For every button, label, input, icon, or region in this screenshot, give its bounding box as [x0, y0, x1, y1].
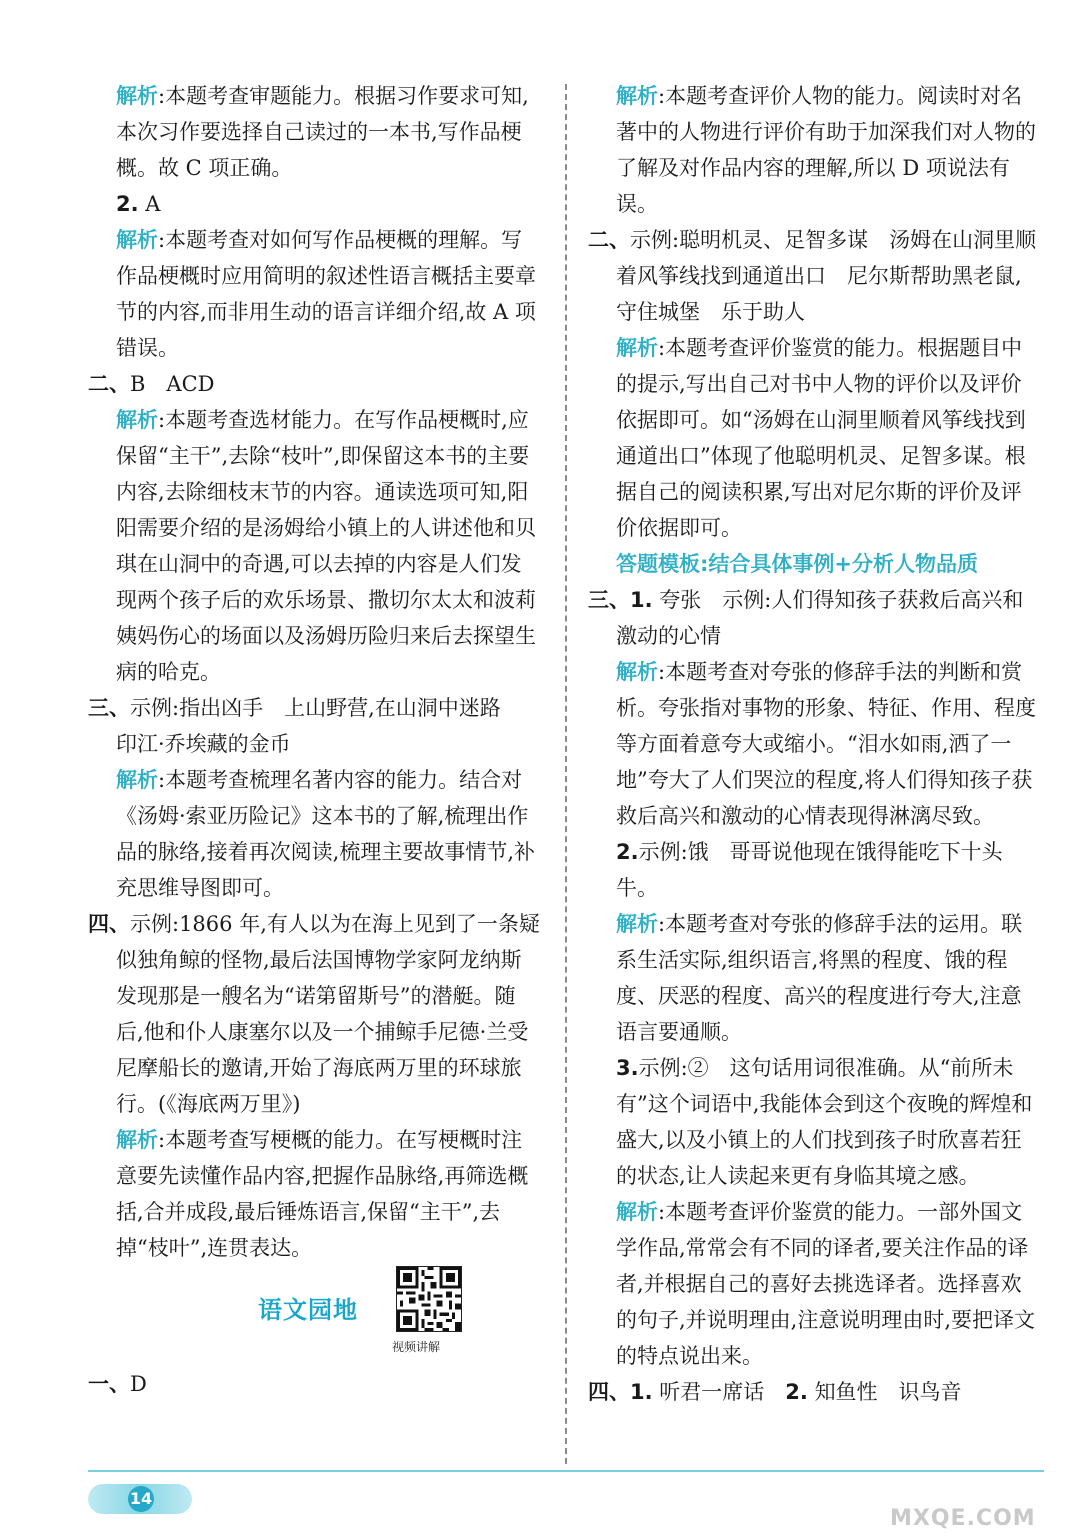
- explanation-block: 解析:本题考查评价人物的能力。阅读时对名著中的人物进行评价有助于加深我们对人物的了解及对作品内容的理解,所以 D 项说法有误。: [616, 84, 1036, 216]
- answer-line: [588, 1050, 1038, 1194]
- page-number: 14: [128, 1486, 154, 1512]
- explanation-tag: 解析: [616, 1200, 658, 1224]
- answer-text: D: [130, 1372, 147, 1396]
- answer-text: B ACD: [130, 372, 215, 396]
- explanation-text: 本题考查对夸张的修辞手法的运用。联系生活实际,组织语言,将黑的程度、饿的程度、厌恶的程度、高兴的程度进行夸大,注意语言要通顺。: [616, 912, 1023, 1044]
- section-mark: 三、: [88, 695, 130, 720]
- answer-text: A: [145, 192, 161, 216]
- question-number: 2.: [616, 840, 639, 864]
- answer-text: 听君一席话: [659, 1380, 765, 1404]
- right-column: [588, 78, 1038, 1410]
- question-number: 1.: [630, 1380, 653, 1404]
- answer-line: [588, 222, 1038, 330]
- answer-line: [88, 366, 540, 402]
- section-mark: 一、: [88, 1371, 130, 1396]
- section-mark: 三、: [588, 587, 630, 612]
- explanation-block: 解析:本题考查审题能力。根据习作要求可知,本次习作要选择自己读过的一本书,写作品梗概。故 C 项正确。: [116, 84, 529, 180]
- answer-line: [88, 906, 540, 1122]
- explanation-text: 本题考查对夸张的修辞手法的判断和赏析。夸张指对事物的形象、特征、作用、程度等方面着意夸大或缩小。“泪水如雨,洒了一地”夸大了人们哭泣的程度,将人们得知孩子获救后高兴和激动的心情表现得淋漓尽致。: [616, 660, 1036, 828]
- answer-line: [88, 186, 540, 222]
- section-header: [88, 1266, 540, 1366]
- answer-template: 答题模板:结合具体事例+分析人物品质: [616, 552, 978, 576]
- qr-code-icon[interactable]: [396, 1266, 462, 1332]
- explanation-tag: 解析: [116, 228, 158, 252]
- question-number: 3.: [616, 1056, 639, 1080]
- explanation-text: 本题考查梳理名著内容的能力。结合对《汤姆·索亚历险记》这本书的了解,梳理出作品的脉络,接着再次阅读,梳理主要故事情节,补充思维导图即可。: [116, 768, 536, 900]
- explanation-tag: 解析: [116, 1128, 158, 1152]
- answer-line: [588, 1374, 1038, 1410]
- section-mark: 二、: [588, 227, 630, 252]
- watermark-text: MXQE.COM: [890, 1506, 1036, 1531]
- footer-rule: [88, 1470, 1044, 1472]
- answer-text: 示例:饿 哥哥说他现在饿得能吃下十头牛。: [616, 840, 1003, 900]
- explanation-block: 解析:本题考查对夸张的修辞手法的运用。联系生活实际,组织语言,将黑的程度、饿的程度、厌恶的程度、高兴的程度进行夸大,注意语言要通顺。: [616, 912, 1023, 1044]
- qr-caption: 视频讲解: [392, 1340, 441, 1354]
- column-divider: [565, 84, 567, 1464]
- explanation-tag: 解析: [116, 768, 158, 792]
- page-badge: [88, 1484, 192, 1514]
- left-column: [88, 78, 540, 1402]
- answer-line: [588, 834, 1038, 906]
- explanation-text: 本题考查评价鉴赏的能力。一部外国文学作品,常常会有不同的译者,要关注作品的译者,并根据自己的喜好去挑选译者。选择喜欢的句子,并说明理由,注意说明理由时,要把译文的特点说出来。: [616, 1200, 1036, 1368]
- question-number: 2.: [785, 1380, 808, 1404]
- explanation-text: 本题考查写梗概的能力。在写梗概时注意要先读懂作品内容,把握作品脉络,再筛选概括,合并成段,最后锤炼语言,保留“主干”,去掉“枝叶”,连贯表达。: [116, 1128, 529, 1260]
- explanation-tag: 解析: [616, 336, 658, 360]
- explanation-tag: 解析: [116, 84, 158, 108]
- section-title: 语文园地: [258, 1296, 358, 1324]
- question-number: 2.: [116, 192, 139, 216]
- answer-text: 示例:指出凶手 上山野营,在山洞中迷路 印江·乔埃藏的金币: [116, 696, 522, 756]
- explanation-text: 本题考查评价人物的能力。阅读时对名著中的人物进行评价有助于加深我们对人物的了解及对作品内容的理解,所以 D 项说法有误。: [616, 84, 1036, 216]
- section-mark: 二、: [88, 371, 130, 396]
- answer-line: [588, 582, 1038, 654]
- explanation-block: 解析:本题考查写梗概的能力。在写梗概时注意要先读懂作品内容,把握作品脉络,再筛选概括,合并成段,最后锤炼语言,保留“主干”,去掉“枝叶”,连贯表达。: [116, 1128, 529, 1260]
- answer-text: 示例:1866 年,有人以为在海上见到了一条疑似独角鲸的怪物,最后法国博物学家阿龙纳斯发现那是一艘名为“诺第留斯号”的潜艇。随后,他和仆人康塞尔以及一个捕鲸手尼德·兰受尼摩船长的邀请,开始了海底两万里的环球旅行。(《海底两万里》): [116, 912, 540, 1116]
- explanation-block: 解析:本题考查选材能力。在写作品梗概时,应保留“主干”,去除“枝叶”,即保留这本书的主要内容,去除细枝末节的内容。通读选项可知,阳阳需要介绍的是汤姆给小镇上的人讲述他和贝琪在山洞中的奇遇,可以去掉的内容是人们发现两个孩子后的欢乐场景、撒切尔太太和波莉姨妈伤心的场面以及汤姆历险归来后去探望生病的哈克。: [116, 408, 536, 684]
- explanation-text: 本题考查对如何写作品梗概的理解。写作品梗概时应用简明的叙述性语言概括主要章节的内容,而非用生动的语言详细介绍,故 A 项错误。: [116, 228, 536, 360]
- answer-line: [88, 1366, 540, 1402]
- section-mark: 四、: [588, 1379, 630, 1404]
- answer-text: 示例:② 这句话用词很准确。从“前所未有”这个词语中,我能体会到这个夜晚的辉煌和盛大,以及小镇上的人们找到孩子时欣喜若狂的状态,让人读起来更有身临其境之感。: [616, 1056, 1033, 1188]
- question-number: 1.: [630, 588, 653, 612]
- watermark: [890, 1478, 1060, 1532]
- explanation-tag: 解析: [616, 912, 658, 936]
- explanation-block: 解析:本题考查评价鉴赏的能力。一部外国文学作品,常常会有不同的译者,要关注作品的译者,并根据自己的喜好去挑选译者。选择喜欢的句子,并说明理由,注意说明理由时,要把译文的特点说出来。: [616, 1200, 1036, 1368]
- answer-text: 知鱼性 识鸟音: [814, 1380, 962, 1404]
- answer-line: [88, 690, 540, 762]
- explanation-tag: 解析: [616, 84, 658, 108]
- explanation-text: 本题考查选材能力。在写作品梗概时,应保留“主干”,去除“枝叶”,即保留这本书的主要内容,去除细枝末节的内容。通读选项可知,阳阳需要介绍的是汤姆给小镇上的人讲述他和贝琪在山洞中的奇遇,可以去掉的内容是人们发现两个孩子后的欢乐场景、撒切尔太太和波莉姨妈伤心的场面以及汤姆历险归来后去探望生病的哈克。: [116, 408, 536, 684]
- explanation-block: 解析:本题考查对夸张的修辞手法的判断和赏析。夸张指对事物的形象、特征、作用、程度等方面着意夸大或缩小。“泪水如雨,洒了一地”夸大了人们哭泣的程度,将人们得知孩子获救后高兴和激动的心情表现得淋漓尽致。: [616, 660, 1036, 828]
- explanation-block: 解析:本题考查评价鉴赏的能力。根据题目中的提示,写出自己对书中人物的评价以及评价依据即可。如“汤姆在山洞里顺着风筝线找到通道出口”体现了他聪明机灵、足智多谋。根据自己的阅读积累,写出对尼尔斯的评价及评价依据即可。: [616, 336, 1026, 540]
- explanation-text: 本题考查评价鉴赏的能力。根据题目中的提示,写出自己对书中人物的评价以及评价依据即可。如“汤姆在山洞里顺着风筝线找到通道出口”体现了他聪明机灵、足智多谋。根据自己的阅读积累,写出对尼尔斯的评价及评价依据即可。: [616, 336, 1026, 540]
- explanation-tag: 解析: [116, 408, 158, 432]
- explanation-tag: 解析: [616, 660, 658, 684]
- answer-text: 夸张 示例:人们得知孩子获救后高兴和激动的心情: [616, 588, 1024, 648]
- answer-text: 示例:聪明机灵、足智多谋 汤姆在山洞里顺着风筝线找到通道出口 尼尔斯帮助黑老鼠,守住城堡 乐于助人: [616, 228, 1037, 324]
- explanation-block: 解析:本题考查对如何写作品梗概的理解。写作品梗概时应用简明的叙述性语言概括主要章节的内容,而非用生动的语言详细介绍,故 A 项错误。: [116, 228, 536, 360]
- explanation-block: 解析:本题考查梳理名著内容的能力。结合对《汤姆·索亚历险记》这本书的了解,梳理出作品的脉络,接着再次阅读,梳理主要故事情节,补充思维导图即可。: [116, 768, 536, 900]
- section-mark: 四、: [88, 911, 130, 936]
- explanation-text: 本题考查审题能力。根据习作要求可知,本次习作要选择自己读过的一本书,写作品梗概。故 C 项正确。: [116, 84, 529, 180]
